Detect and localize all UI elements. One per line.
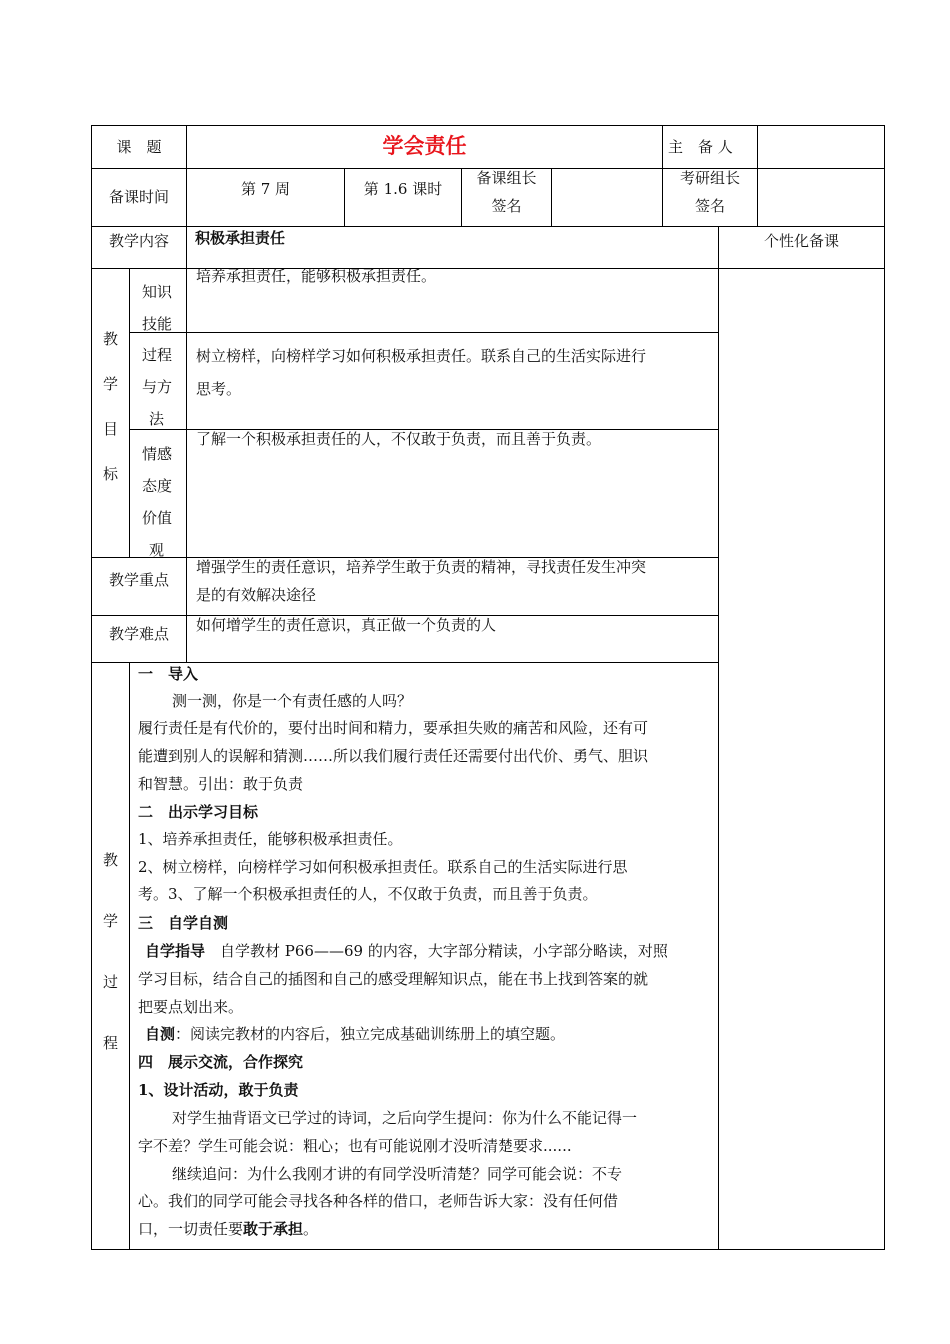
process-text-line-2: 思考。 <box>196 380 242 398</box>
emotion-label-3: 价值 <box>142 509 173 527</box>
table-col-process <box>129 662 130 1250</box>
emotion-label-4: 观 <box>149 541 165 559</box>
knowledge-label-2: 技能 <box>142 315 173 333</box>
content-value: 积极承担责任 <box>195 229 286 247</box>
section-1-line-2: 履行责任是有代价的，要付出时间和精力，要承担失败的痛苦和风险，还有可 <box>138 719 649 737</box>
topic-label: 课 题 <box>116 138 162 156</box>
process-section-label-4: 程 <box>103 1034 119 1052</box>
section-3-line-3: 把要点划出来。 <box>138 998 244 1016</box>
objectives-label-3: 目 <box>103 420 119 438</box>
research-leader-label-sign: 签名 <box>694 197 725 215</box>
table-col-label-lower <box>186 268 187 662</box>
section-2-heading: 二 出示学习目标 <box>138 803 259 821</box>
page-title: 学会责任 <box>382 133 467 158</box>
section-4-line-3: 继续追问：为什么我刚才讲的有同学没听清楚？同学可能会说：不专 <box>172 1165 623 1183</box>
table-col-group <box>551 168 552 226</box>
section-3-line-2: 学习目标，结合自己的插图和自己的感受理解知识点，能在书上找到答案的就 <box>138 970 649 988</box>
section-2-line-3: 考。3、了解一个积极承担责任的人，不仅敢于负责，而且善于负责。 <box>138 885 598 903</box>
section-4-line-5-start: 口，一切责任要 <box>138 1220 244 1238</box>
emotion-label-1: 情感 <box>142 445 173 463</box>
section-4-line-1: 对学生抽背语文已学过的诗词，之后向学生提问：你为什么不能记得一 <box>172 1109 638 1127</box>
process-label-3: 法 <box>149 410 165 428</box>
table-border-bottom <box>91 1249 885 1250</box>
section-3-guide-line <box>145 937 668 965</box>
objectives-label-1: 教 <box>103 330 119 348</box>
group-leader-label: 备课组长 <box>476 169 537 187</box>
objectives-label-2: 学 <box>103 375 119 393</box>
table-border-top <box>91 125 885 126</box>
week-value: 第 7 周 <box>240 180 291 198</box>
process-section-label-1: 教 <box>103 851 119 869</box>
key-point-text-2: 是的有效解决途径 <box>196 586 317 604</box>
section-1-line-3: 能遭到别人的误解和猜测……所以我们履行责任还需要付出代价、勇气、胆识 <box>138 747 649 765</box>
section-2-line-2: 2、树立榜样，向榜样学习如何积极承担责任。联系自己的生活实际进行思 <box>138 858 628 876</box>
table-border-left <box>91 125 92 1250</box>
self-study-guide-label: 自学指导 <box>145 942 206 960</box>
content-label: 教学内容 <box>108 232 169 250</box>
section-3-test-line <box>145 1020 565 1048</box>
section-4-line-2: 字不差？学生可能会说：粗心；也有可能说刚才没听清楚要求...... <box>138 1137 572 1155</box>
knowledge-text: 培养承担责任，能够积极承担责任。 <box>196 267 437 285</box>
difficult-point-text: 如何增学生的责任意识，真正做一个负责的人 <box>196 616 497 634</box>
section-1-line-1: 测一测，你是一个有责任感的人吗？ <box>172 692 413 710</box>
self-test-label: 自测 <box>145 1025 176 1043</box>
section-4-heading: 四 展示交流，合作探究 <box>138 1053 304 1071</box>
process-label-2: 与方 <box>142 378 173 396</box>
process-section-label-3: 过 <box>103 973 119 991</box>
personal-prep-label: 个性化备课 <box>763 232 839 250</box>
objectives-label-4: 标 <box>103 465 119 483</box>
section-4-line-5-emphasis: 敢于承担 <box>243 1220 304 1238</box>
process-label-1: 过程 <box>142 346 173 364</box>
table-line-knowledge <box>129 332 718 333</box>
key-point-label: 教学重点 <box>108 571 169 589</box>
table-col-sub <box>129 268 130 557</box>
section-1-line-4: 和智慧。引出：敢于负责 <box>138 775 304 793</box>
group-leader-label-sign: 签名 <box>491 197 522 215</box>
section-4-line-5-end: 。 <box>303 1220 319 1238</box>
key-point-text-1: 增强学生的责任意识，培养学生敢于负责的精神，寻找责任发生冲突 <box>196 558 647 576</box>
knowledge-label-1: 知识 <box>142 283 173 301</box>
preparer-label: 主 备 人 <box>668 138 733 156</box>
emotion-label-2: 态度 <box>142 477 173 495</box>
table-col-preparer-value <box>757 125 758 226</box>
self-test-text: ：阅读完教材的内容后，独立完成基础训练册上的填空题。 <box>175 1025 566 1043</box>
difficult-point-label: 教学难点 <box>108 625 169 643</box>
section-3-heading: 三 自学自测 <box>138 914 229 932</box>
table-col-side <box>718 226 719 1250</box>
section-2-line-1: 1、培养承担责任，能够积极承担责任。 <box>138 830 403 848</box>
self-study-guide-text: 自学教材 P66——69 的内容，大字部分精读，小字部分略读，对照 <box>205 942 668 960</box>
section-4-line-4: 心。我们的同学可能会寻找各种各样的借口，老师告诉大家：没有任何借 <box>138 1192 619 1210</box>
lesson-value: 第 1.6 课时 <box>363 180 443 198</box>
process-text-line-1: 树立榜样，向榜样学习如何积极承担责任。联系自己的生活实际进行 <box>196 347 647 365</box>
section-4-subheading: 1、设计活动，敢于负责 <box>138 1081 299 1099</box>
process-section-label-2: 学 <box>103 912 119 930</box>
emotion-text: 了解一个积极承担责任的人，不仅敢于负责，而且善于负责。 <box>196 430 602 448</box>
section-1-heading: 一 导入 <box>138 665 199 683</box>
time-label: 备课时间 <box>108 188 169 206</box>
table-border-right <box>884 125 885 1250</box>
section-4-line-5 <box>138 1215 318 1243</box>
research-leader-label: 考研组长 <box>679 169 740 187</box>
